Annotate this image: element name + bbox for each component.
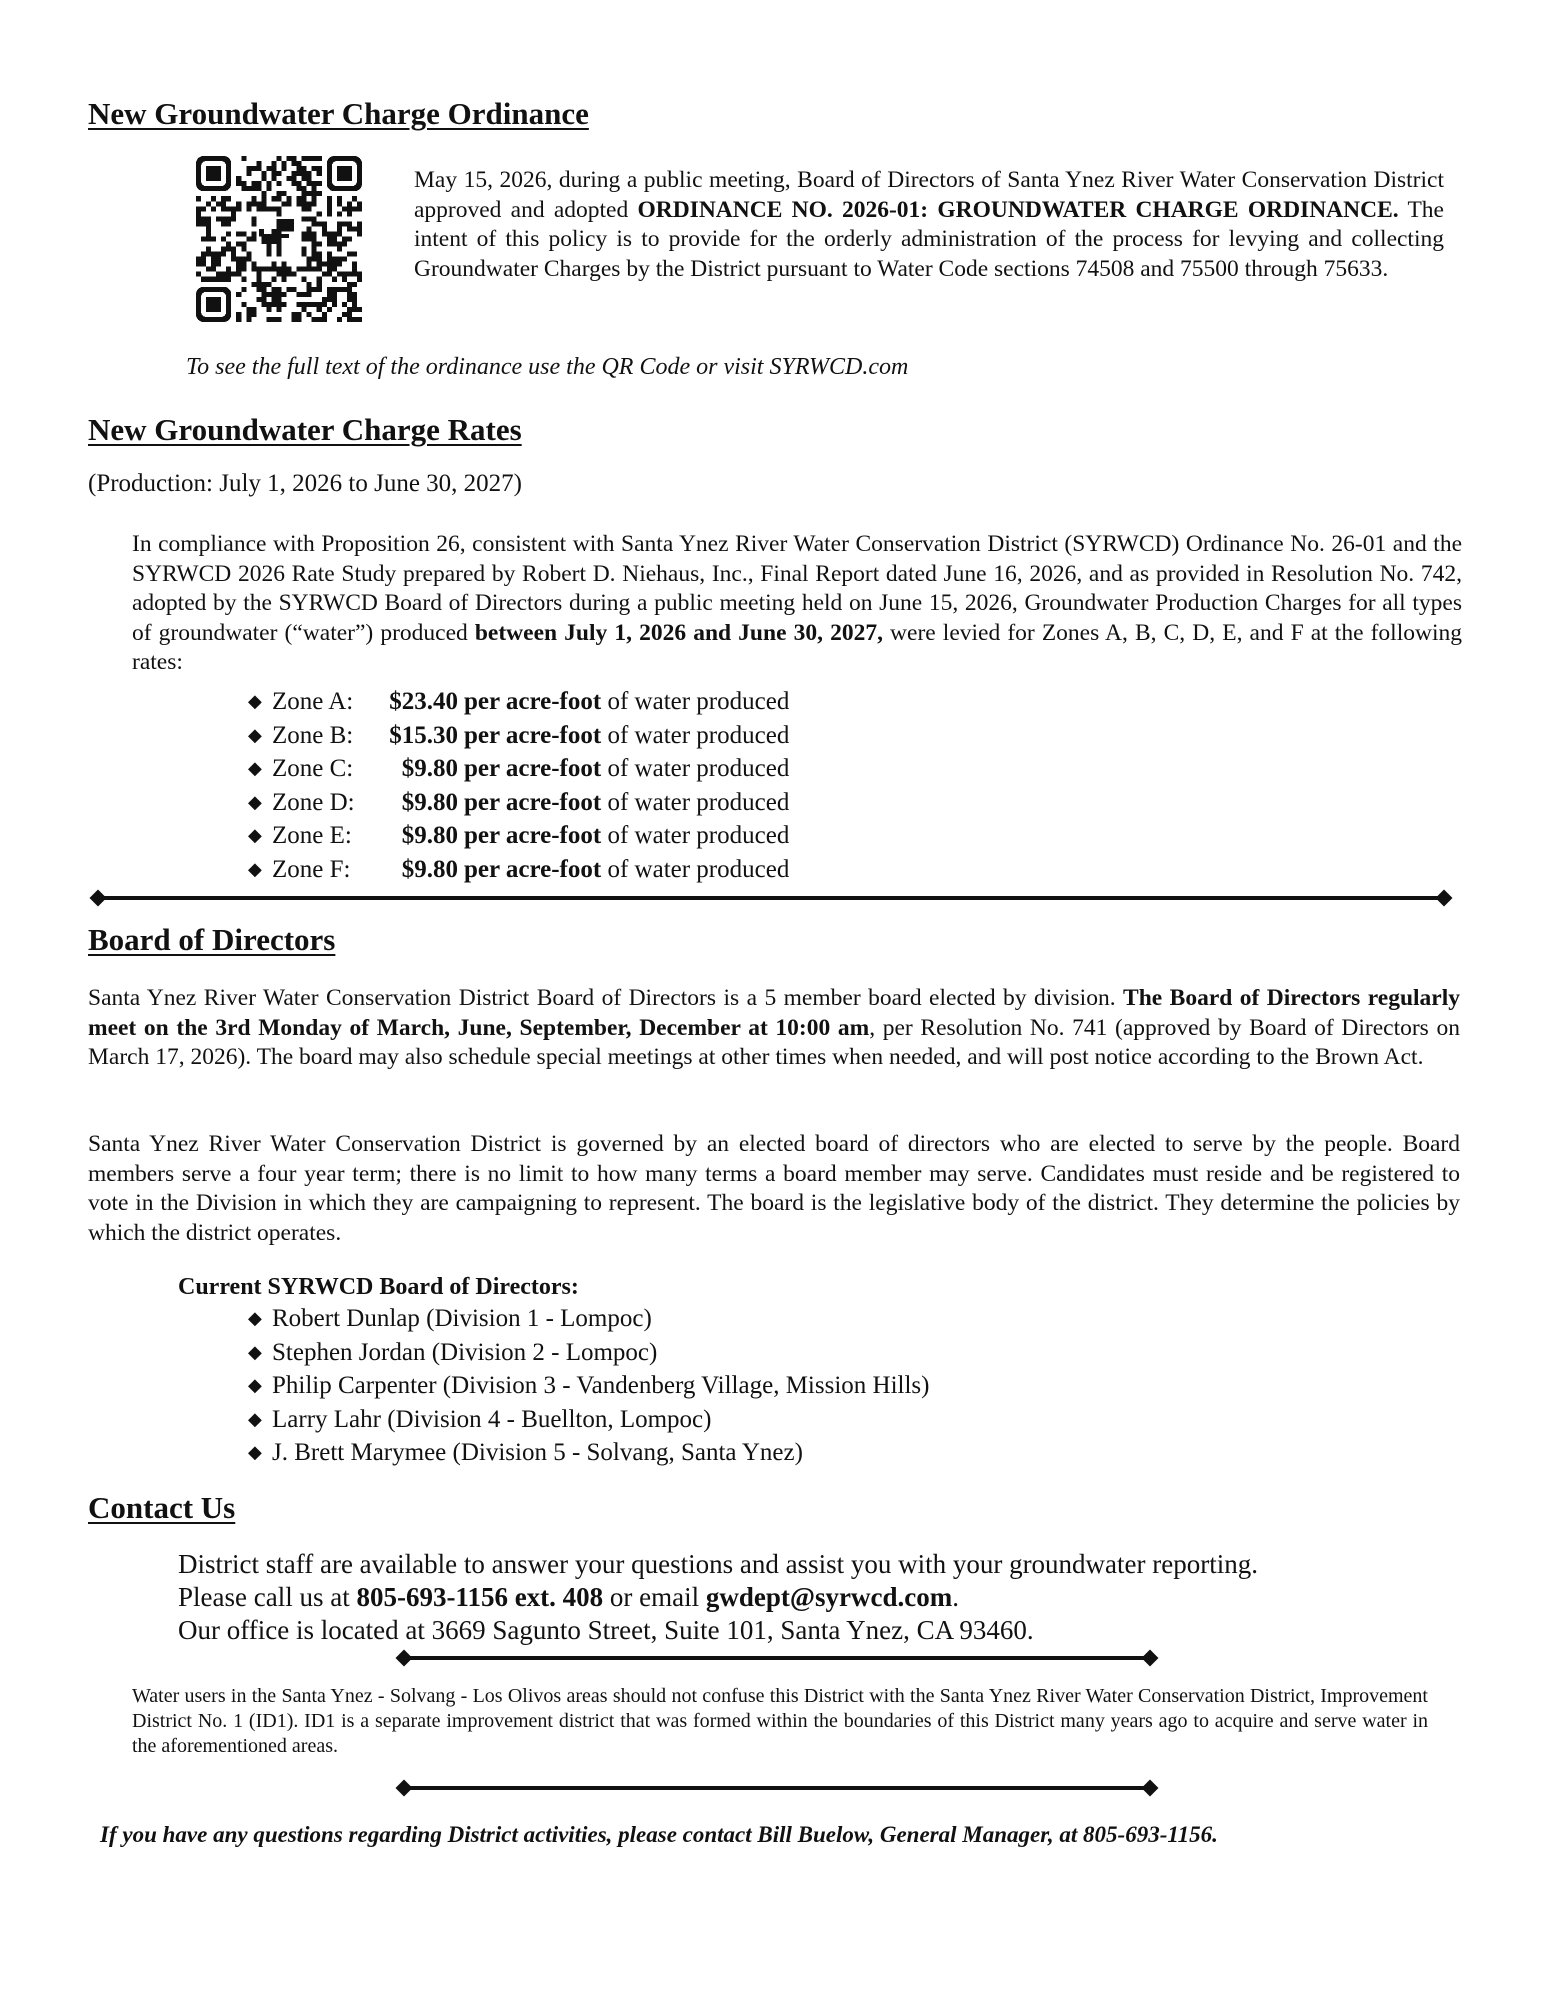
zone-suffix: of water produced [601, 721, 790, 749]
zone-suffix: of water produced [601, 788, 790, 816]
zone-unit: per acre-foot [464, 822, 602, 849]
zone-amount: $9.80 [401, 855, 458, 883]
contact-period: . [952, 1582, 959, 1612]
contact-line-2 [178, 1581, 1258, 1614]
zone-suffix: of water produced [601, 755, 790, 782]
diamond-bullet-icon: ◆ [248, 691, 262, 711]
diamond-bullet-icon: ◆ [248, 791, 262, 812]
rates-intro [132, 530, 1462, 678]
contact-heading: Contact Us [88, 1490, 236, 1525]
contact-call-text: Please call us at [178, 1582, 357, 1612]
director-item [248, 1336, 929, 1370]
zone-rate-item [248, 752, 789, 786]
zone-label: Zone F: [272, 855, 351, 883]
current-board-heading: Current SYRWCD Board of Directors: [178, 1274, 579, 1300]
zone-amount: $9.80 [401, 788, 458, 816]
zone-rate-item [248, 819, 789, 853]
zone-suffix: of water produced [601, 855, 790, 883]
contact-phone-link[interactable]: 805-693-1156 ext. 408 [356, 1582, 604, 1612]
zone-rate-list [248, 685, 789, 886]
zone-rate-item [248, 853, 789, 887]
zone-suffix: of water produced [601, 688, 790, 715]
board-meeting-schedule: The Board of Directors regularly meet on the 3rd Monday of March, June, September, December at 10:00 am [88, 985, 1460, 1041]
id1-note: Water users in the Santa Ynez - Solvang - Los Olivos areas should not confuse this District with the Santa Ynez River Water Conservation District, Improvement District No. 1 (ID1). ID1 is a separate improvement district that was formed within the boundaries of this District many years ago to acquire and serve water in the aforementioned areas. [132, 1685, 1428, 1757]
zone-unit: per acre-foot [464, 688, 602, 715]
board-paragraph-1 [88, 984, 1460, 1073]
rates-heading: New Groundwater Charge Rates [88, 412, 522, 447]
zone-amount: $15.30 [389, 721, 458, 749]
ordinance-text-rest: The intent of this policy is to provide for the orderly administration of the process for levying and collecting Groundwater Charges by the District pursuant to Water Code sections 74508 and 75500 through 75633. [414, 196, 1444, 282]
board-text-rest: , per Resolution No. 741 (approved by Board of Directors on March 17, 2026). The board may also schedule special meetings at other times when needed, and will post notice according to the Brown Act. [88, 1014, 1460, 1070]
ordinance-title: ORDINANCE NO. 2026-01: GROUNDWATER CHARGE ORDINANCE. [637, 196, 1399, 223]
board-paragraph-2: Santa Ynez River Water Conservation District is governed by an elected board of directors who are elected to serve by the people. Board members serve a four year term; there is no limit to how many terms a board member may serve. Candidates must reside and be registered to vote in the Division in which they are campaigning to represent. The board is the legislative body of the district. They determine the policies by which the district operates. [88, 1131, 1460, 1246]
director-name: Larry Lahr (Division 4 - Buellton, Lompoc) [272, 1405, 712, 1433]
board-text: Santa Ynez River Water Conservation District Board of Directors is a 5 member board elected by division. [88, 985, 1124, 1011]
director-name: Stephen Jordan (Division 2 - Lompoc) [272, 1338, 658, 1366]
director-item [248, 1369, 929, 1403]
contact-divider-top [404, 1656, 1150, 1660]
zone-rate-item [248, 786, 789, 820]
rates-period-bold: between July 1, 2026 and June 30, 2027, [474, 619, 883, 646]
zone-unit: per acre-foot [464, 755, 602, 782]
diamond-bullet-icon: ◆ [248, 758, 262, 778]
qr-code-icon[interactable] [196, 156, 362, 322]
contact-email-link[interactable]: gwdept@syrwcd.com [705, 1582, 953, 1612]
zone-label: Zone D: [272, 788, 355, 816]
board-heading: Board of Directors [88, 922, 336, 957]
rates-intro-rest: were levied for Zones A, B, C, D, E, and F at the following rates: [132, 619, 1462, 675]
diamond-bullet-icon: ◆ [248, 1442, 262, 1462]
zone-label: Zone A: [272, 688, 354, 715]
zone-suffix: of water produced [601, 822, 790, 849]
director-item [248, 1302, 929, 1336]
ordinance-heading: New Groundwater Charge Ordinance [88, 96, 589, 131]
diamond-bullet-icon: ◆ [248, 825, 262, 845]
zone-amount: $23.40 [389, 688, 458, 715]
contact-email-text: or email [603, 1582, 706, 1612]
director-list [248, 1302, 929, 1470]
director-item [248, 1403, 929, 1437]
director-name: Philip Carpenter (Division 3 - Vandenberg Village, Mission Hills) [272, 1372, 930, 1399]
diamond-bullet-icon: ◆ [248, 1341, 262, 1362]
zone-rate-item [248, 719, 789, 753]
ordinance-paragraph [414, 166, 1444, 284]
zone-unit: per acre-foot [464, 721, 602, 749]
section-divider [98, 896, 1444, 900]
director-name: J. Brett Marymee (Division 5 - Solvang, Santa Ynez) [272, 1439, 803, 1466]
diamond-bullet-icon: ◆ [248, 724, 262, 745]
zone-rate-item [248, 685, 789, 719]
zone-label: Zone B: [272, 721, 354, 749]
diamond-bullet-icon: ◆ [248, 1375, 262, 1395]
zone-unit: per acre-foot [464, 788, 602, 816]
director-item [248, 1436, 929, 1470]
zone-label: Zone C: [272, 755, 354, 782]
contact-line-1: District staff are available to answer your questions and assist you with your groundwater reporting. [178, 1549, 1258, 1579]
zone-unit: per acre-foot [464, 855, 602, 883]
footer-note: If you have any questions regarding District activities, please contact Bill Buelow, General Manager, at 805-693-1156. [100, 1822, 1218, 1847]
zone-amount: $9.80 [401, 822, 458, 849]
rates-intro-text: In compliance with Proposition 26, consistent with Santa Ynez River Water Conservation District (SYRWCD) Ordinance No. 26-01 and the SYRWCD 2026 Rate Study prepared by Robert D. Niehaus, Inc., Final Report dated June 16, 2026, and as provided in Resolution No. 742, adopted by the SYRWCD Board of Directors during a public meeting held on June 15, 2026, Groundwater Production Charges for all types of groundwater (“water”) produced [132, 531, 1462, 646]
zone-label: Zone E: [272, 822, 352, 849]
contact-divider-bottom [404, 1786, 1150, 1790]
rates-period: (Production: July 1, 2026 to June 30, 2027) [88, 470, 523, 497]
qr-note: To see the full text of the ordinance use the QR Code or visit SYRWCD.com [186, 354, 909, 380]
diamond-bullet-icon: ◆ [248, 1308, 262, 1328]
diamond-bullet-icon: ◆ [248, 858, 262, 879]
ordinance-text: May 15, 2026, during a public meeting, Board of Directors of Santa Ynez River Water Conservation District approved and adopted [414, 167, 1444, 223]
contact-address: Our office is located at 3669 Sagunto Street, Suite 101, Santa Ynez, CA 93460. [178, 1615, 1034, 1645]
contact-block [178, 1548, 1258, 1647]
director-name: Robert Dunlap (Division 1 - Lompoc) [272, 1305, 652, 1332]
zone-amount: $9.80 [401, 755, 458, 782]
diamond-bullet-icon: ◆ [248, 1408, 262, 1429]
